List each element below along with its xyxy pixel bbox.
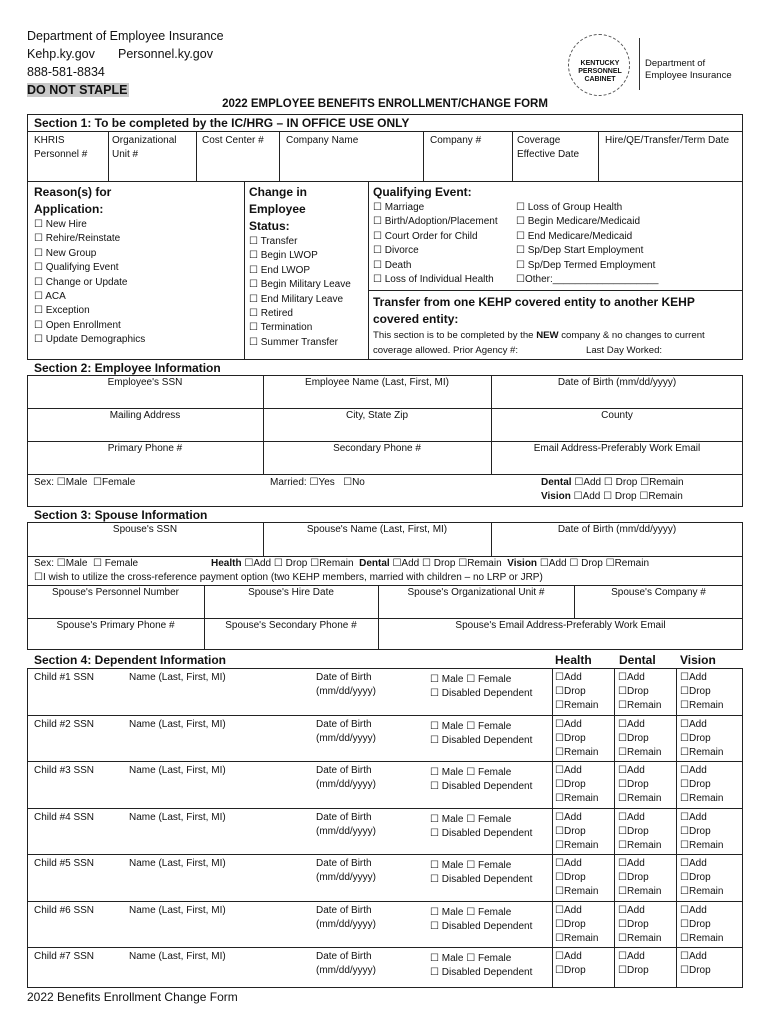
footer-text: 2022 Benefits Enrollment Change Form xyxy=(27,990,238,1004)
email-field[interactable]: Email Address-Preferably Work Email xyxy=(533,443,701,454)
change-status-list xyxy=(249,235,351,350)
child-female-checkbox[interactable]: ☐ Female xyxy=(466,814,511,825)
child-health-drop-checkbox[interactable]: ☐ Drop xyxy=(555,732,586,746)
child-male-checkbox[interactable]: ☐ Male xyxy=(430,721,463,732)
spouse-hire-date-field[interactable]: Spouse's Hire Date xyxy=(248,587,334,598)
city-state-zip-field[interactable]: City, State Zip xyxy=(345,410,409,421)
reasons-heading: Reason(s) for Application: xyxy=(34,185,112,216)
child-vision-add-checkbox[interactable]: ☐ Add xyxy=(680,671,707,685)
qe-begin-medicare-checkbox[interactable]: ☐ Begin Medicare/Medicaid xyxy=(516,215,658,229)
qe-marriage-checkbox[interactable]: ☐ Marriage xyxy=(373,201,498,215)
primary-phone-field[interactable]: Primary Phone # xyxy=(107,443,183,454)
qe-other-checkbox[interactable]: ☐ Other:___________________ xyxy=(516,273,658,287)
mailing-address-field[interactable]: Mailing Address xyxy=(109,410,181,421)
spouse-org-unit-field[interactable]: Spouse's Organizational Unit # xyxy=(407,587,545,598)
county-field[interactable]: County xyxy=(601,410,633,421)
section2-heading: Section 2: Employee Information xyxy=(34,361,221,375)
child-name-field[interactable]: Name (Last, First, MI) xyxy=(129,811,226,823)
status-end-lwop-checkbox[interactable]: ☐ End LWOP xyxy=(249,264,351,278)
prior-agency-field[interactable]: coverage allowed. Prior Agency #: xyxy=(373,345,519,356)
spouse-name-field[interactable]: Spouse's Name (Last, First, MI) xyxy=(306,524,448,535)
spouse-female-checkbox[interactable]: ☐ Female xyxy=(93,558,138,569)
child-vision-add-checkbox[interactable]: ☐ Add xyxy=(680,811,707,825)
kentucky-personnel-logo xyxy=(562,34,742,96)
qe-right-list xyxy=(516,201,658,287)
spouse-dental-drop[interactable]: ☐ Drop xyxy=(422,558,455,569)
child-dental-add-checkbox[interactable]: ☐ Add xyxy=(618,950,645,964)
child-sex-row xyxy=(430,952,511,966)
employee-dental-row: Dental ☐ Add ☐ Drop ☐ Remain xyxy=(541,476,684,490)
child-health-add-checkbox[interactable]: ☐ Add xyxy=(555,811,582,825)
child-vision-drop-checkbox[interactable]: ☐ Drop xyxy=(680,964,711,978)
dep-dental-heading: Dental xyxy=(619,653,656,667)
qe-birth-checkbox[interactable]: ☐ Birth/Adoption/Placement xyxy=(373,215,498,229)
cost-center-field[interactable]: Cost Center # xyxy=(202,135,264,146)
child-dental-remain-checkbox[interactable]: ☐ Remain xyxy=(618,885,661,899)
child-ssn-field[interactable]: Child #4 SSN xyxy=(34,811,95,823)
child-dental-remain-checkbox[interactable]: ☐ Remain xyxy=(618,699,661,713)
child-vision-drop-checkbox[interactable]: ☐ Drop xyxy=(680,825,711,839)
child-health-add-checkbox[interactable]: ☐ Add xyxy=(555,857,582,871)
dept-name: Department of Employee Insurance xyxy=(27,29,224,43)
employee-ssn-field[interactable]: Employee's SSN xyxy=(107,377,183,388)
reason-qualifying-event-checkbox[interactable]: ☐ Qualifying Event xyxy=(34,261,145,275)
status-retired-checkbox[interactable]: ☐ Retired xyxy=(249,307,351,321)
company-name-field[interactable]: Company Name xyxy=(286,135,359,146)
employee-dental-add[interactable]: ☐ Add xyxy=(574,477,601,488)
reason-new-hire-checkbox[interactable]: ☐ New Hire xyxy=(34,218,145,232)
spouse-dob-field[interactable]: Date of Birth (mm/dd/yyyy) xyxy=(557,524,677,535)
employee-female-checkbox[interactable]: ☐ Female xyxy=(93,477,135,488)
qe-loss-group-checkbox[interactable]: ☐ Loss of Group Health xyxy=(516,201,658,215)
spouse-sex-row: Sex: ☐ Male ☐ Female xyxy=(34,557,138,571)
employee-male-checkbox[interactable]: ☐ Male xyxy=(57,477,88,488)
child-ssn-field[interactable]: Child #7 SSN xyxy=(34,951,95,962)
qe-left-list xyxy=(373,201,498,287)
dep-health-heading: Health xyxy=(555,653,592,667)
hire-date-field[interactable]: Hire/QE/Transfer/Term Date xyxy=(605,135,730,146)
child-disabled-checkbox[interactable]: ☐ Disabled Dependent xyxy=(430,920,532,934)
child-vision-add-checkbox[interactable]: ☐ Add xyxy=(680,857,707,871)
child-disabled-checkbox[interactable]: ☐ Disabled Dependent xyxy=(430,966,532,980)
qe-court-order-checkbox[interactable]: ☐ Court Order for Child xyxy=(373,230,498,244)
employee-sex-row: Sex: ☐ Male ☐ Female xyxy=(34,476,135,490)
child-health-remain-checkbox[interactable]: ☐ Remain xyxy=(555,839,598,853)
child-name-field[interactable]: Name (Last, First, MI) xyxy=(129,904,226,916)
child-dental-remain-checkbox[interactable]: ☐ Remain xyxy=(618,792,661,806)
spouse-health-drop[interactable]: ☐ Drop xyxy=(274,558,307,569)
child-dental-add-checkbox[interactable]: ☐ Add xyxy=(618,671,645,685)
reason-new-group-checkbox[interactable]: ☐ New Group xyxy=(34,247,145,261)
employee-dob-field[interactable]: Date of Birth (mm/dd/yyyy) xyxy=(557,377,677,388)
spouse-personnel-field[interactable]: Spouse's Personnel Number xyxy=(52,587,179,598)
spouse-company-field[interactable]: Spouse's Company # xyxy=(611,587,706,598)
child-dental-drop-checkbox[interactable]: ☐ Drop xyxy=(618,685,649,699)
child-name-field[interactable]: Name (Last, First, MI) xyxy=(129,951,226,962)
status-transfer-checkbox[interactable]: ☐ Transfer xyxy=(249,235,351,249)
child-dental-add-checkbox[interactable]: ☐ Add xyxy=(618,718,645,732)
child-name-field[interactable]: Name (Last, First, MI) xyxy=(129,718,226,730)
status-summer-transfer-checkbox[interactable]: ☐ Summer Transfer xyxy=(249,336,351,350)
child-dob-field[interactable]: Date of Birth (mm/dd/yyyy) xyxy=(316,858,376,883)
married-row: Married: ☐ Yes ☐ No xyxy=(270,476,365,490)
child-vision-remain-checkbox[interactable]: ☐ Remain xyxy=(680,932,723,946)
child-ssn-field[interactable]: Child #5 SSN xyxy=(34,858,95,869)
child-vision-drop-checkbox[interactable]: ☐ Drop xyxy=(680,778,711,792)
child-dental-drop-checkbox[interactable]: ☐ Drop xyxy=(618,964,649,978)
child-vision-remain-checkbox[interactable]: ☐ Remain xyxy=(680,839,723,853)
spouse-vision-remain[interactable]: ☐ Remain xyxy=(606,558,649,569)
logo-text: KENTUCKY PERSONNEL CABINET xyxy=(578,60,622,83)
child-vision-remain-checkbox[interactable]: ☐ Remain xyxy=(680,885,723,899)
spouse-vision-add[interactable]: ☐ Add xyxy=(540,558,567,569)
child-dental-add-checkbox[interactable]: ☐ Add xyxy=(618,811,645,825)
child-health-remain-checkbox[interactable]: ☐ Remain xyxy=(555,885,598,899)
spouse-coverage-row: Health ☐ Add ☐ Drop ☐ Remain Dental ☐ Add ☐ Drop ☐ Remain Vision ☐ Add ☐ Drop ☐ Remain xyxy=(211,557,649,571)
employee-dental-remain[interactable]: ☐ Remain xyxy=(640,477,683,488)
qe-sp-termed-checkbox[interactable]: ☐ Sp/Dep Termed Employment xyxy=(516,259,658,273)
child-health-add-checkbox[interactable]: ☐ Add xyxy=(555,764,582,778)
website-kehp[interactable]: Kehp.ky.gov xyxy=(27,47,95,61)
org-unit-field[interactable]: Organizational Unit # xyxy=(112,135,177,160)
child-dob-field[interactable]: Date of Birth (mm/dd/yyyy) xyxy=(316,951,376,976)
spouse-primary-phone-field[interactable]: Spouse's Primary Phone # xyxy=(56,620,175,631)
child-vision-remain-checkbox[interactable]: ☐ Remain xyxy=(680,699,723,713)
spouse-ssn-field[interactable]: Spouse's SSN xyxy=(112,524,178,535)
child-vision-drop-checkbox[interactable]: ☐ Drop xyxy=(680,685,711,699)
child-health-drop-checkbox[interactable]: ☐ Drop xyxy=(555,964,586,978)
married-no-checkbox[interactable]: ☐ No xyxy=(343,477,365,488)
employee-vision-remain[interactable]: ☐ Remain xyxy=(639,491,682,502)
reason-open-enrollment-checkbox[interactable]: ☐ Open Enrollment xyxy=(34,319,145,333)
child-health-add-checkbox[interactable]: ☐ Add xyxy=(555,718,582,732)
qualifying-event-heading: Qualifying Event: xyxy=(373,185,472,199)
reason-update-demographics-checkbox[interactable]: ☐ Update Demographics xyxy=(34,333,145,347)
child-health-drop-checkbox[interactable]: ☐ Drop xyxy=(555,825,586,839)
child-health-add-checkbox[interactable]: ☐ Add xyxy=(555,671,582,685)
transfer-instructions: This section is to be completed by the NEW company & no changes to current xyxy=(373,330,705,341)
child-health-remain-checkbox[interactable]: ☐ Remain xyxy=(555,792,598,806)
child-health-drop-checkbox[interactable]: ☐ Drop xyxy=(555,778,586,792)
section1-heading: Section 1: To be completed by the IC/HRG – IN OFFICE USE ONLY xyxy=(34,116,410,130)
section4-heading: Section 4: Dependent Information xyxy=(34,653,227,667)
child-name-field[interactable]: Name (Last, First, MI) xyxy=(129,672,226,683)
child-vision-add-checkbox[interactable]: ☐ Add xyxy=(680,718,707,732)
child-female-checkbox[interactable]: ☐ Female xyxy=(466,767,511,778)
child-sex-row xyxy=(430,906,511,920)
child-disabled-checkbox[interactable]: ☐ Disabled Dependent xyxy=(430,687,532,701)
married-yes-checkbox[interactable]: ☐ Yes xyxy=(309,477,334,488)
change-status-heading: Change in Employee Status: xyxy=(249,185,308,233)
transfer-heading: Transfer from one KEHP covered entity to another KEHP covered entity: xyxy=(373,295,695,326)
spouse-dental-remain[interactable]: ☐ Remain xyxy=(458,558,501,569)
child-sex-row xyxy=(430,859,511,873)
child-male-checkbox[interactable]: ☐ Male xyxy=(430,814,463,825)
qe-sp-start-checkbox[interactable]: ☐ Sp/Dep Start Employment xyxy=(516,244,658,258)
child-health-drop-checkbox[interactable]: ☐ Drop xyxy=(555,685,586,699)
spouse-dental-add[interactable]: ☐ Add xyxy=(392,558,419,569)
child-female-checkbox[interactable]: ☐ Female xyxy=(466,674,511,685)
child-name-field[interactable]: Name (Last, First, MI) xyxy=(129,765,226,776)
child-dental-remain-checkbox[interactable]: ☐ Remain xyxy=(618,932,661,946)
child-sex-row xyxy=(430,766,511,780)
child-female-checkbox[interactable]: ☐ Female xyxy=(466,953,511,964)
child-female-checkbox[interactable]: ☐ Female xyxy=(466,721,511,732)
child-dob-field[interactable]: Date of Birth (mm/dd/yyyy) xyxy=(316,904,376,930)
child-disabled-checkbox[interactable]: ☐ Disabled Dependent xyxy=(430,734,532,748)
status-termination-checkbox[interactable]: ☐ Termination xyxy=(249,321,351,335)
reasons-list xyxy=(34,218,145,348)
child-health-remain-checkbox[interactable]: ☐ Remain xyxy=(555,932,598,946)
child-vision-remain-checkbox[interactable]: ☐ Remain xyxy=(680,792,723,806)
qe-loss-individual-checkbox[interactable]: ☐ Loss of Individual Health xyxy=(373,273,498,287)
child-dental-drop-checkbox[interactable]: ☐ Drop xyxy=(618,825,649,839)
employee-name-field[interactable]: Employee Name (Last, First, MI) xyxy=(305,377,449,388)
child-dob-field[interactable]: Date of Birth (mm/dd/yyyy) xyxy=(316,811,376,837)
child-health-remain-checkbox[interactable]: ☐ Remain xyxy=(555,746,598,760)
child-disabled-checkbox[interactable]: ☐ Disabled Dependent xyxy=(430,780,532,794)
status-begin-military-checkbox[interactable]: ☐ Begin Military Leave xyxy=(249,278,351,292)
child-health-drop-checkbox[interactable]: ☐ Drop xyxy=(555,871,586,885)
dep-vision-heading: Vision xyxy=(680,653,716,667)
child-dob-field[interactable]: Date of Birth (mm/dd/yyyy) xyxy=(316,765,376,790)
child-vision-drop-checkbox[interactable]: ☐ Drop xyxy=(680,918,711,932)
crossref-checkbox[interactable]: ☐ I wish to utilize the cross-reference payment option (two KEHP members, married with children – no LRP or JRP) xyxy=(34,571,543,585)
child-female-checkbox[interactable]: ☐ Female xyxy=(466,907,511,918)
child-sex-row xyxy=(430,673,511,687)
child-disabled-checkbox[interactable]: ☐ Disabled Dependent xyxy=(430,827,532,841)
child-ssn-field[interactable]: Child #2 SSN xyxy=(34,718,95,730)
spouse-email-field[interactable]: Spouse's Email Address-Preferably Work Email xyxy=(455,620,666,631)
employee-vision-drop[interactable]: ☐ Drop xyxy=(603,491,636,502)
child-male-checkbox[interactable]: ☐ Male xyxy=(430,767,463,778)
reason-aca-checkbox[interactable]: ☐ ACA xyxy=(34,290,145,304)
phone-number: 888-581-8834 xyxy=(27,65,105,79)
coverage-date-field[interactable]: Coverage Effective Date xyxy=(517,135,580,160)
status-begin-lwop-checkbox[interactable]: ☐ Begin LWOP xyxy=(249,249,351,263)
child-dental-remain-checkbox[interactable]: ☐ Remain xyxy=(618,839,661,853)
qe-divorce-checkbox[interactable]: ☐ Divorce xyxy=(373,244,498,258)
child-dental-drop-checkbox[interactable]: ☐ Drop xyxy=(618,778,649,792)
status-end-military-checkbox[interactable]: ☐ End Military Leave xyxy=(249,293,351,307)
child-name-field[interactable]: Name (Last, First, MI) xyxy=(129,858,226,869)
child-dob-field[interactable]: Date of Birth (mm/dd/yyyy) xyxy=(316,672,376,697)
company-number-field[interactable]: Company # xyxy=(430,135,482,146)
child-female-checkbox[interactable]: ☐ Female xyxy=(466,860,511,871)
child-sex-row xyxy=(430,720,511,734)
child-ssn-field[interactable]: Child #6 SSN xyxy=(34,904,95,916)
child-dental-remain-checkbox[interactable]: ☐ Remain xyxy=(618,746,661,760)
employee-vision-row: Vision ☐ Add ☐ Drop ☐ Remain xyxy=(541,490,683,504)
child-health-drop-checkbox[interactable]: ☐ Drop xyxy=(555,918,586,932)
last-day-worked-field[interactable]: Last Day Worked: xyxy=(586,345,663,356)
reason-change-update-checkbox[interactable]: ☐ Change or Update xyxy=(34,276,145,290)
logo-dept: Department of Employee Insurance xyxy=(645,58,732,81)
child-vision-add-checkbox[interactable]: ☐ Add xyxy=(680,764,707,778)
employee-vision-add[interactable]: ☐ Add xyxy=(574,491,601,502)
child-sex-row xyxy=(430,813,511,827)
child-vision-drop-checkbox[interactable]: ☐ Drop xyxy=(680,871,711,885)
child-ssn-field[interactable]: Child #3 SSN xyxy=(34,765,95,776)
child-dental-drop-checkbox[interactable]: ☐ Drop xyxy=(618,732,649,746)
do-not-staple: DO NOT STAPLE xyxy=(27,83,128,97)
qe-end-medicare-checkbox[interactable]: ☐ End Medicare/Medicaid xyxy=(516,230,658,244)
child-dental-add-checkbox[interactable]: ☐ Add xyxy=(618,764,645,778)
spouse-vision-drop[interactable]: ☐ Drop xyxy=(569,558,602,569)
child-male-checkbox[interactable]: ☐ Male xyxy=(430,860,463,871)
child-dental-add-checkbox[interactable]: ☐ Add xyxy=(618,904,645,918)
reason-exception-checkbox[interactable]: ☐ Exception xyxy=(34,304,145,318)
child-vision-remain-checkbox[interactable]: ☐ Remain xyxy=(680,746,723,760)
child-male-checkbox[interactable]: ☐ Male xyxy=(430,953,463,964)
child-male-checkbox[interactable]: ☐ Male xyxy=(430,674,463,685)
child-vision-add-checkbox[interactable]: ☐ Add xyxy=(680,950,707,964)
child-dob-field[interactable]: Date of Birth (mm/dd/yyyy) xyxy=(316,718,376,744)
section3-heading: Section 3: Spouse Information xyxy=(34,508,208,522)
spouse-health-add[interactable]: ☐ Add xyxy=(244,558,271,569)
child-disabled-checkbox[interactable]: ☐ Disabled Dependent xyxy=(430,873,532,887)
child-dental-add-checkbox[interactable]: ☐ Add xyxy=(618,857,645,871)
child-dental-drop-checkbox[interactable]: ☐ Drop xyxy=(618,871,649,885)
reason-rehire-checkbox[interactable]: ☐ Rehire/Reinstate xyxy=(34,232,145,246)
child-dental-drop-checkbox[interactable]: ☐ Drop xyxy=(618,918,649,932)
qe-death-checkbox[interactable]: ☐ Death xyxy=(373,259,498,273)
khris-personnel-field[interactable]: KHRIS Personnel # xyxy=(34,135,88,160)
child-vision-drop-checkbox[interactable]: ☐ Drop xyxy=(680,732,711,746)
form-title: 2022 EMPLOYEE BENEFITS ENROLLMENT/CHANGE FORM xyxy=(222,98,548,110)
child-vision-add-checkbox[interactable]: ☐ Add xyxy=(680,904,707,918)
secondary-phone-field[interactable]: Secondary Phone # xyxy=(333,443,421,454)
spouse-health-remain[interactable]: ☐ Remain xyxy=(310,558,353,569)
child-health-remain-checkbox[interactable]: ☐ Remain xyxy=(555,699,598,713)
child-health-add-checkbox[interactable]: ☐ Add xyxy=(555,950,582,964)
child-male-checkbox[interactable]: ☐ Male xyxy=(430,907,463,918)
employee-dental-drop[interactable]: ☐ Drop xyxy=(604,477,637,488)
spouse-male-checkbox[interactable]: ☐ Male xyxy=(57,558,88,569)
website-personnel[interactable]: Personnel.ky.gov xyxy=(118,47,213,61)
child-health-add-checkbox[interactable]: ☐ Add xyxy=(555,904,582,918)
spouse-secondary-phone-field[interactable]: Spouse's Secondary Phone # xyxy=(225,620,357,631)
child-ssn-field[interactable]: Child #1 SSN xyxy=(34,672,95,683)
